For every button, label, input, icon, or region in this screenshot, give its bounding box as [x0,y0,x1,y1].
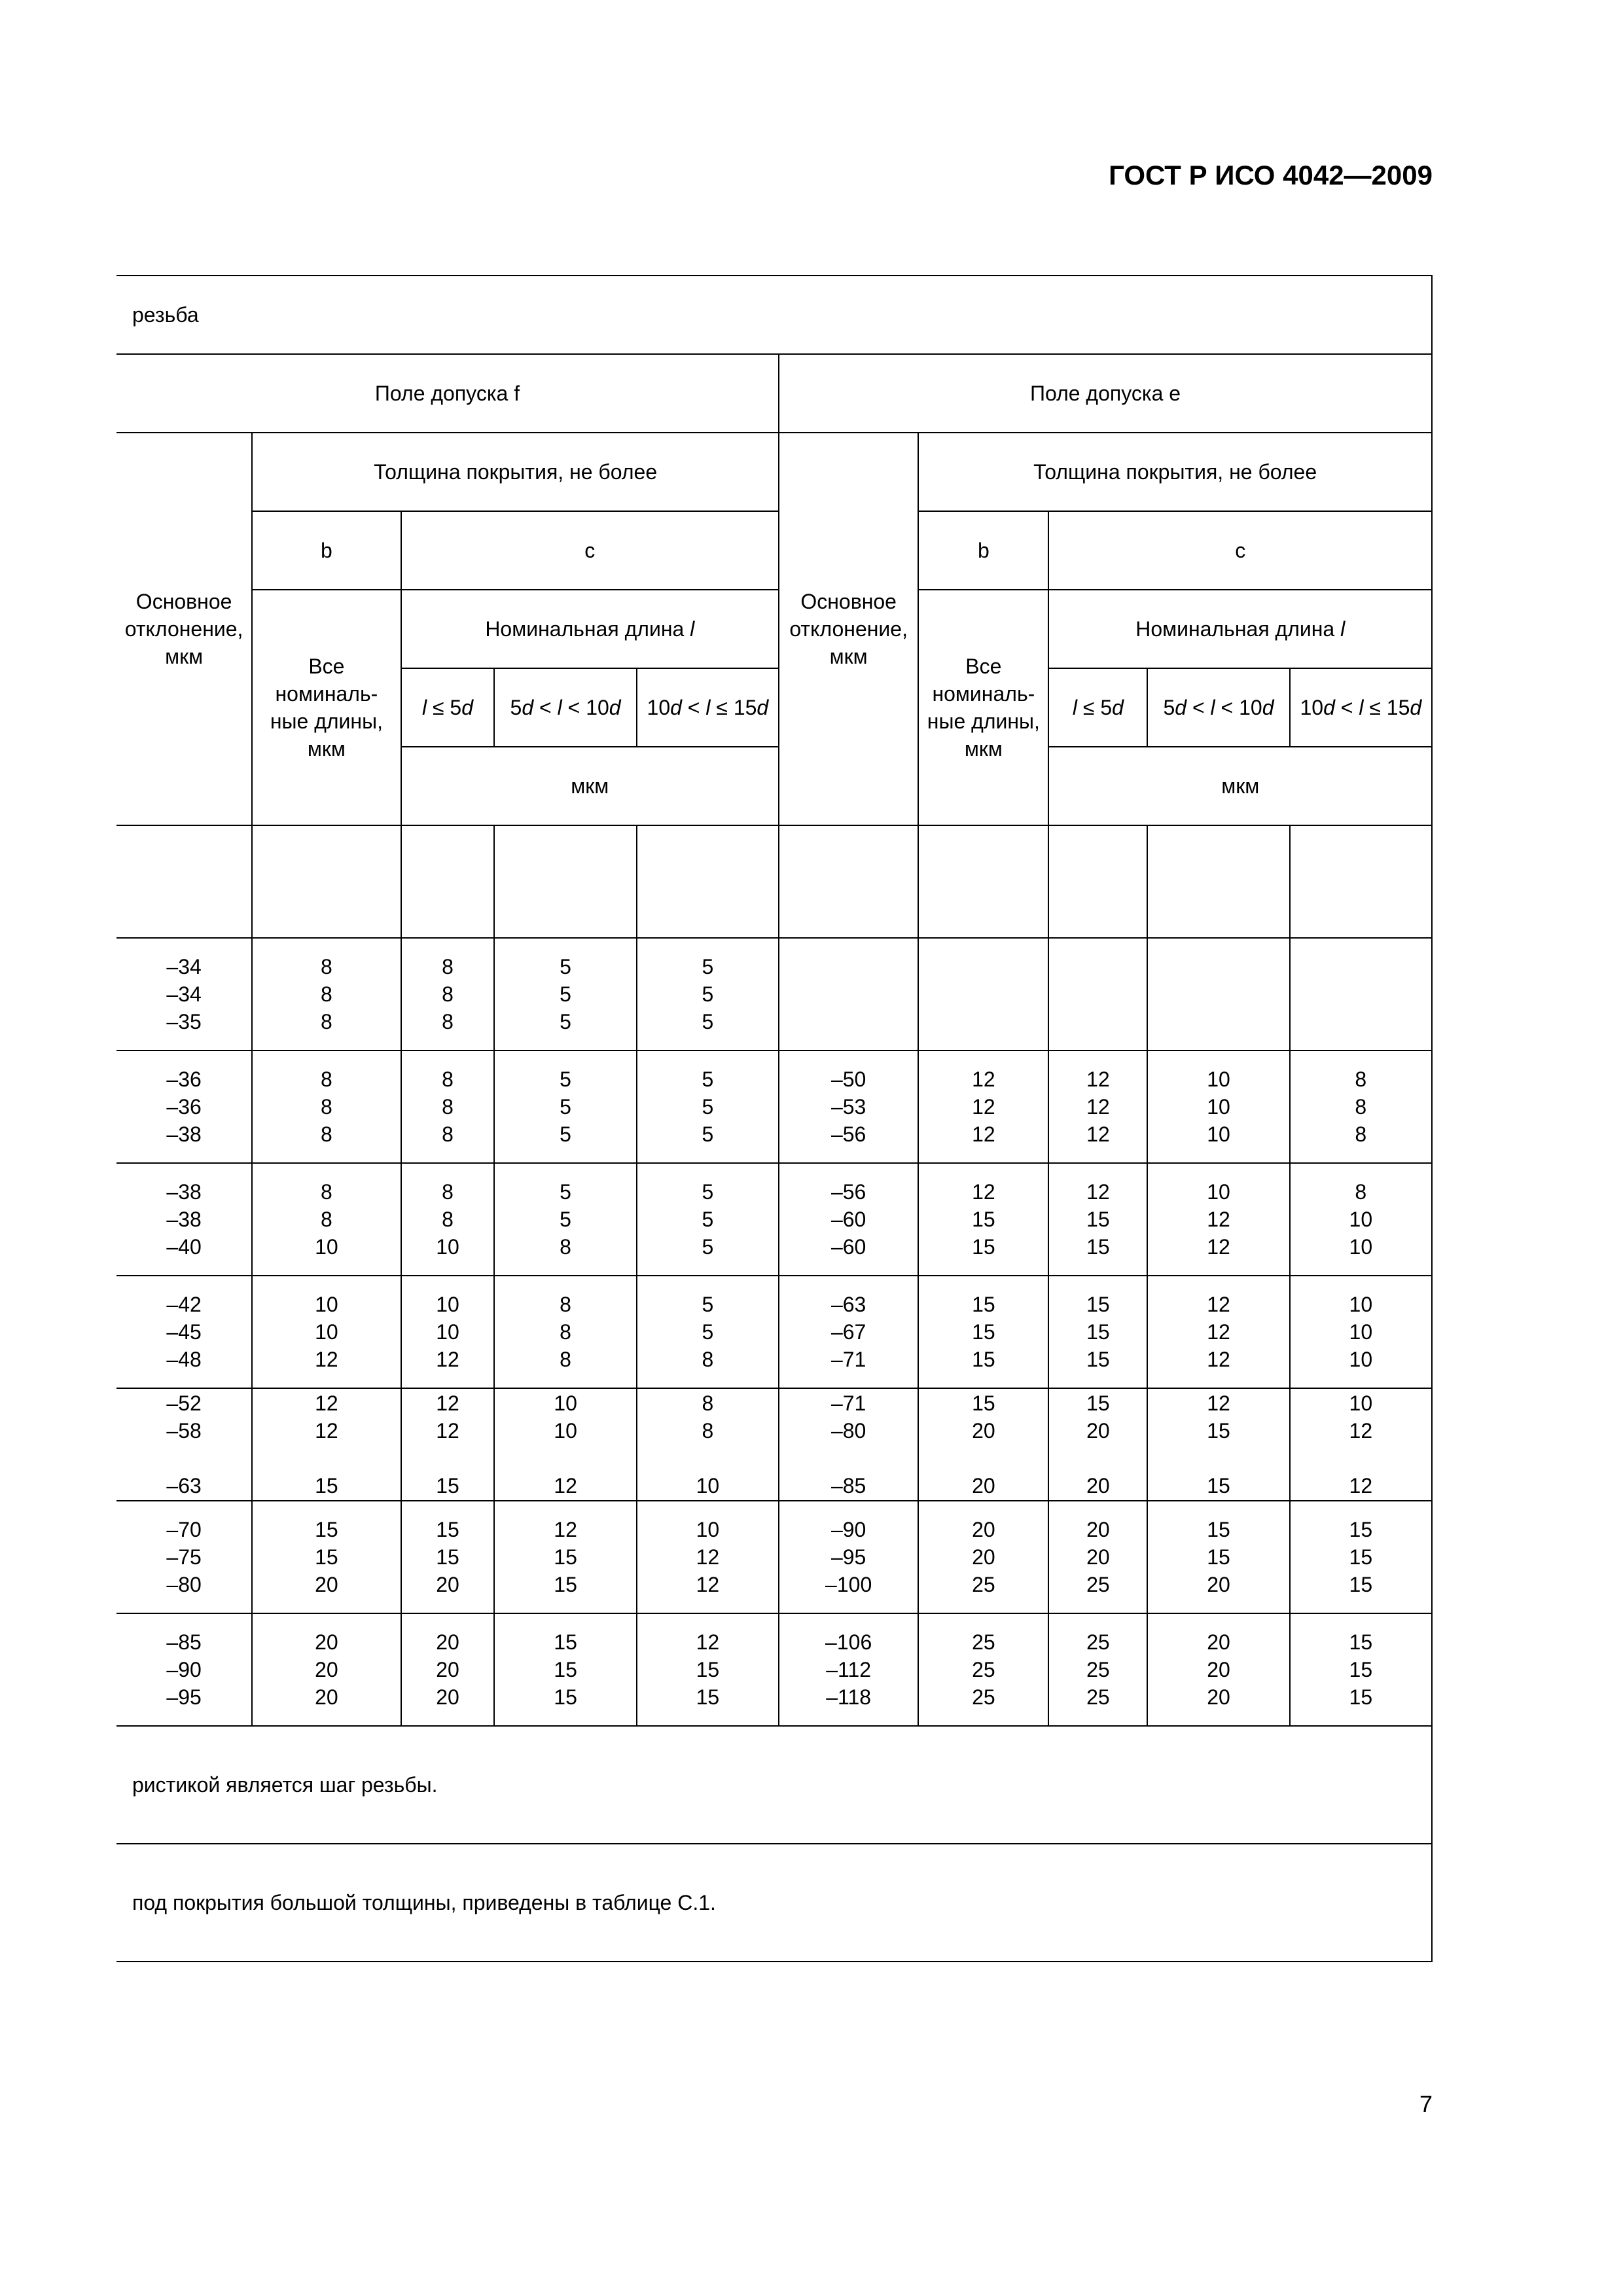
cell-e-c2: 10 12 12 [1147,1163,1289,1276]
e-base-deviation-header: Основное отклонение, мкм [779,433,918,825]
cell-f-b: 10 10 12 [252,1276,401,1388]
cell-e-c3: 8 10 10 [1290,1163,1432,1276]
cell-f-dev: –38 –38 –40 [116,1163,252,1276]
cell-f-c3: 12 15 15 [637,1613,779,1726]
empty-cell [637,825,779,938]
cell-e-c3: 15 15 15 [1290,1613,1432,1726]
cell-f-b: 12 12 15 [252,1388,401,1501]
cell-f-c2: 5 5 5 [494,938,636,1050]
cell-f-b: 8 8 8 [252,938,401,1050]
cell-f-dev: –70 –75 –80 [116,1501,252,1613]
table-note-2: под покрытия большой толщины, приведены в таблице С.1. [116,1844,1432,1962]
document-title: ГОСТ Р ИСО 4042—2009 [1109,160,1433,190]
empty-cell [252,825,401,938]
table-row [116,1501,1432,1613]
cell-e-c2: 15 15 20 [1147,1501,1289,1613]
f-len-3-header: 10d < l ≤ 15d [637,668,779,747]
cell-f-c3: 5 5 5 [637,1163,779,1276]
cell-f-dev: –85 –90 –95 [116,1613,252,1726]
cell-e-dev: –63 –67 –71 [779,1276,918,1388]
f-len-2-header: 5d < l < 10d [494,668,636,747]
cell-e-c1: 20 20 25 [1048,1501,1147,1613]
cell-e-dev: –106 –112 –118 [779,1613,918,1726]
field-f-header: Поле допуска f [116,354,779,433]
cell-f-c2: 10 10 12 [494,1388,636,1501]
empty-cell [401,825,495,938]
cell-f-b: 8 8 8 [252,1050,401,1163]
empty-cell [1290,825,1432,938]
cell-f-b: 20 20 20 [252,1613,401,1726]
cell-e-b: 15 20 20 [918,1388,1048,1501]
page-number: 7 [1419,2090,1433,2117]
cell-e-dev: –90 –95 –100 [779,1501,918,1613]
e-col-c-header: c [1048,511,1432,590]
cell-e-b [918,938,1048,1050]
e-len-3-header: 10d < l ≤ 15d [1290,668,1432,747]
cell-f-c2: 12 15 15 [494,1501,636,1613]
table-note-1: ристикой является шаг резьбы. [116,1726,1432,1844]
cell-e-b: 15 15 15 [918,1276,1048,1388]
cell-f-c1: 12 12 15 [401,1388,495,1501]
cell-e-c2 [1147,938,1289,1050]
empty-cell [494,825,636,938]
f-thickness-header: Толщина покрытия, не более [252,433,779,511]
tolerance-table [116,275,1433,1962]
cell-e-c1 [1048,938,1147,1050]
cell-e-c1: 12 15 15 [1048,1163,1147,1276]
f-col-b-header: b [252,511,401,590]
table-row [116,1163,1432,1276]
cell-f-c1: 8 8 8 [401,938,495,1050]
cell-f-dev: –52 –58 –63 [116,1388,252,1501]
cell-e-c3: 10 12 12 [1290,1388,1432,1501]
cell-f-c1: 8 8 8 [401,1050,495,1163]
e-thickness-header: Толщина покрытия, не более [918,433,1432,511]
cell-e-b: 25 25 25 [918,1613,1048,1726]
table-row [116,1388,1432,1501]
table-row [116,1050,1432,1163]
cell-f-c2: 5 5 8 [494,1163,636,1276]
cell-e-c1: 12 12 12 [1048,1050,1147,1163]
cell-f-b: 8 8 10 [252,1163,401,1276]
cell-e-b: 12 15 15 [918,1163,1048,1276]
cell-f-c1: 20 20 20 [401,1613,495,1726]
cell-e-c1: 15 15 15 [1048,1276,1147,1388]
cell-f-c2: 5 5 5 [494,1050,636,1163]
cell-e-c2: 10 10 10 [1147,1050,1289,1163]
cell-e-c2: 20 20 20 [1147,1613,1289,1726]
e-len-1-header: l ≤ 5d [1048,668,1147,747]
f-base-deviation-header: Основное отклонение, мкм [116,433,252,825]
empty-cell [918,825,1048,938]
cell-e-c3 [1290,938,1432,1050]
cell-e-c2: 12 12 12 [1147,1276,1289,1388]
cell-f-c3: 10 12 12 [637,1501,779,1613]
cell-e-c3: 15 15 15 [1290,1501,1432,1613]
e-all-lengths-header: Все номиналь- ные длины, мкм [918,590,1048,825]
cell-e-dev: –50 –53 –56 [779,1050,918,1163]
empty-cell [779,825,918,938]
f-len-1-header: l ≤ 5d [401,668,495,747]
cell-f-dev: –34 –34 –35 [116,938,252,1050]
cell-f-c3: 5 5 5 [637,1050,779,1163]
cell-f-c1: 10 10 12 [401,1276,495,1388]
cell-f-b: 15 15 20 [252,1501,401,1613]
cell-e-c3: 10 10 10 [1290,1276,1432,1388]
f-col-c-header: c [401,511,779,590]
table-caption-fragment: резьба [116,276,1432,354]
table-row [116,938,1432,1050]
cell-f-dev: –42 –45 –48 [116,1276,252,1388]
cell-f-c3: 5 5 8 [637,1276,779,1388]
cell-e-c1: 25 25 25 [1048,1613,1147,1726]
cell-f-c2: 8 8 8 [494,1276,636,1388]
cell-e-b: 12 12 12 [918,1050,1048,1163]
e-col-b-header: b [918,511,1048,590]
cell-e-c3: 8 8 8 [1290,1050,1432,1163]
cell-e-b: 20 20 25 [918,1501,1048,1613]
cell-e-c1: 15 20 20 [1048,1388,1147,1501]
cell-f-dev: –36 –36 –38 [116,1050,252,1163]
cell-e-dev [779,938,918,1050]
table-row [116,825,1432,938]
cell-f-c2: 15 15 15 [494,1613,636,1726]
table-row [116,1276,1432,1388]
e-unit-header: мкм [1048,747,1432,825]
f-unit-header: мкм [401,747,779,825]
cell-f-c1: 8 8 10 [401,1163,495,1276]
table-row [116,1613,1432,1726]
field-e-header: Поле допуска e [779,354,1432,433]
f-nominal-length-header: Номинальная длина l [401,590,779,668]
empty-cell [1147,825,1289,938]
cell-f-c3: 5 5 5 [637,938,779,1050]
cell-f-c1: 15 15 20 [401,1501,495,1613]
f-all-lengths-header: Все номиналь- ные длины, мкм [252,590,401,825]
cell-e-c2: 12 15 15 [1147,1388,1289,1501]
cell-f-c3: 8 8 10 [637,1388,779,1501]
cell-e-dev: –71 –80 –85 [779,1388,918,1501]
e-len-2-header: 5d < l < 10d [1147,668,1289,747]
cell-e-dev: –56 –60 –60 [779,1163,918,1276]
empty-cell [1048,825,1147,938]
e-nominal-length-header: Номинальная длина l [1048,590,1432,668]
empty-cell [116,825,252,938]
